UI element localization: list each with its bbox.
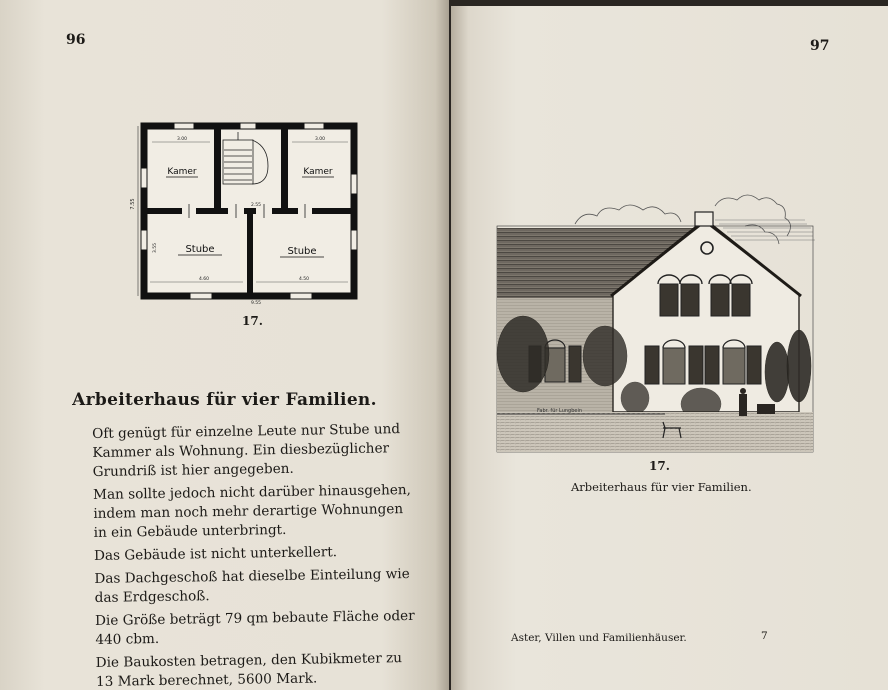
page-number: 96 <box>66 32 86 48</box>
room-label-stube: Stube <box>185 244 215 255</box>
paragraph: Oft genügt für einzelne Leute nur Stube und Kammer als Wohnung. Ein diesbezüglicher Grundriß ist hier angegeben. <box>92 421 401 480</box>
room-label-stube: Stube <box>287 246 317 257</box>
engraving-label: Fabr. für Lungbein <box>537 408 583 414</box>
footer-title: Aster, Villen und Familienhäuser. <box>511 632 687 644</box>
section-heading: Arbeiterhaus für vier Familien. <box>72 390 377 410</box>
body-text <box>92 420 418 690</box>
room-dimension: 3.00 <box>314 137 326 142</box>
room-label-kamer: Kamer <box>167 167 197 177</box>
paragraph: Das Dachgeschoß hat dieselbe Einteilung wie das Erdgeschoß. <box>94 566 410 606</box>
paragraph: Man sollte jedoch nicht darüber hinausgehen, indem man noch mehr derartige Wohnungen in ein Gebäude unterbringt. <box>92 482 412 541</box>
corridor-dimension: 2.55 <box>250 203 262 208</box>
room-dimension: 4.50 <box>298 277 310 282</box>
bottom-dimension: 9.55 <box>250 301 262 306</box>
paragraph: Das Gebäude ist nicht unterkellert. <box>93 544 338 564</box>
figure-caption: Arbeiterhaus für vier Familien. <box>571 480 752 494</box>
room-dimension: 3.00 <box>176 137 188 142</box>
page-number: 97 <box>810 38 830 54</box>
side-dimension-lower: 3.55 <box>153 242 158 254</box>
room-dimension: 4.60 <box>198 277 210 282</box>
figure-number: 17. <box>649 459 670 473</box>
paragraph: Die Größe beträgt 79 qm bebaute Fläche oder 440 cbm. <box>94 607 415 648</box>
side-dimension-total: 7.55 <box>130 198 136 210</box>
house-engraving <box>495 176 823 454</box>
floor-plan <box>128 118 368 306</box>
footer-signature: 7 <box>761 630 768 642</box>
paragraph: Die Baukosten betragen, den Kubikmeter zu 13 Mark berechnet, 5600 Mark. <box>95 650 403 690</box>
figure-number: 17. <box>242 314 263 328</box>
right-page <box>451 6 888 690</box>
room-label-kamer: Kamer <box>303 167 333 177</box>
